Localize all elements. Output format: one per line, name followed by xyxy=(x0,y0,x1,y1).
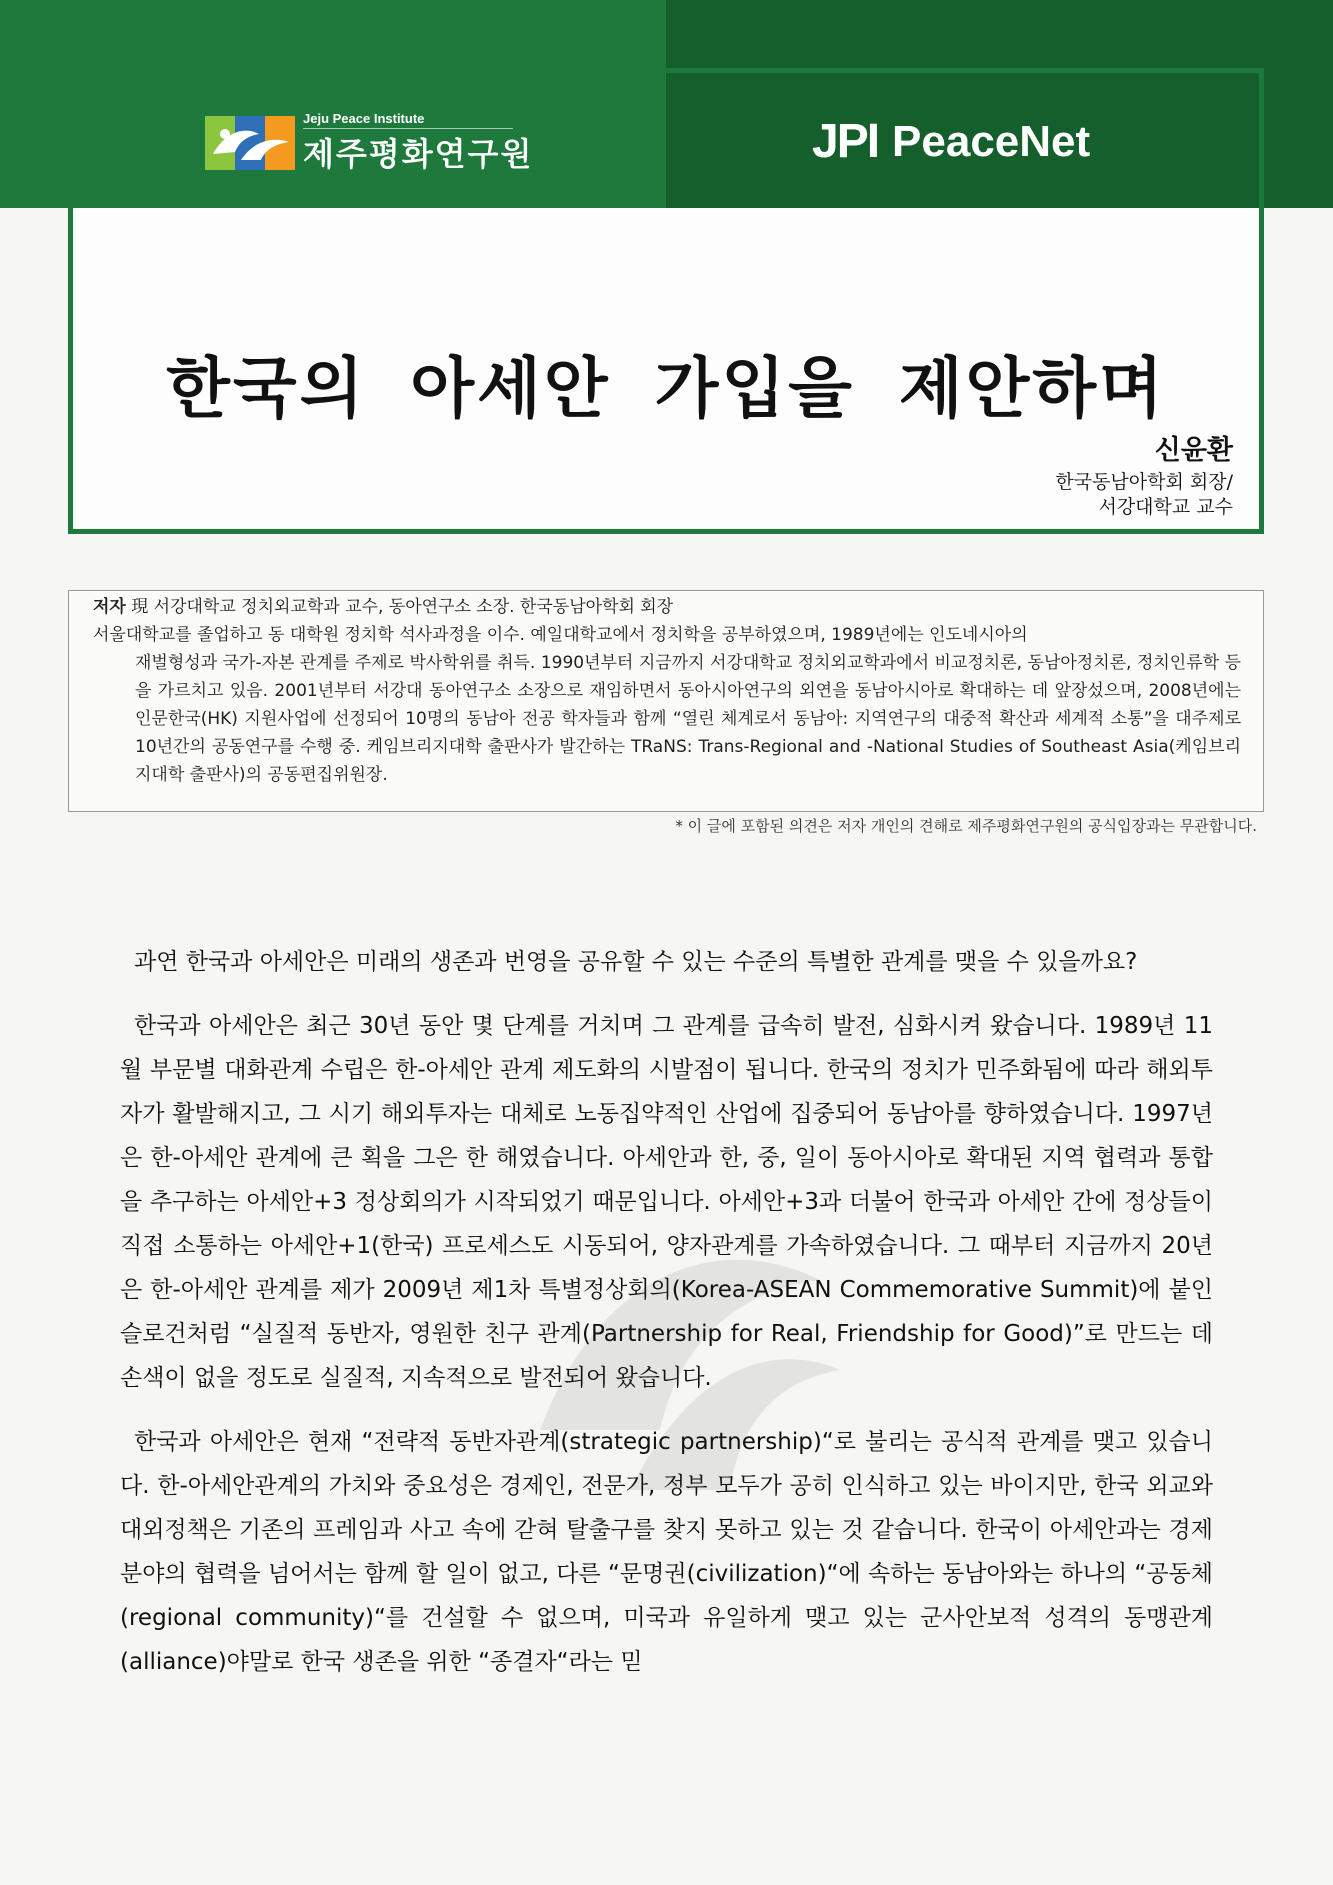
bio-label: 저자 xyxy=(93,597,126,617)
author-role-line-1: 한국동남아학회 회장/ xyxy=(1055,471,1233,493)
bio-body-rest: 재벌형성과 국가-자본 관계를 주제로 박사학위를 취득. 1990년부터 지금까지 서강대학교 정치외교학과에서 비교정치론, 동남아정치론, 정치인류학 등을 가르치고 있음. 2001년부터 서강대 동아연구소 소장으로 재임하면서 동아시아연구의 외연을 동남아시아로 확대하는 데 앞장섰으며, 2008년에는 인문한국(HK) 지원사업에 선정되어 10명의 동남아 전공 학자들과 함께 “열린 체계로서 동남아: 지역연구의 대중적 확산과 세계적 소통”을 대주제로 10년간의 공동연구를 수행 중. 케임브리지대학 출판사가 발간하는 TRaNS: Trans-Regional and -National Studies of Southeast Asia(케임브리지대학 출판사)의 공동편집위원장. xyxy=(135,653,1241,785)
jeju-peace-institute-logo xyxy=(205,108,533,178)
disclaimer-note: * 이 글에 포함된 의견은 저자 개인의 견해로 제주평화연구원의 공식입장과는 무관합니다. xyxy=(675,817,1257,835)
body-paragraph-1: 과연 한국과 아세안은 미래의 생존과 번영을 공유할 수 있는 수준의 특별한 관계를 맺을 수 있을까요? xyxy=(134,949,1138,975)
author-role-line-2: 서강대학교 교수 xyxy=(1098,496,1233,518)
article-title: 한국의 아세안 가입을 제안하며 xyxy=(166,350,1166,427)
logo-korean-name: 제주평화연구원 xyxy=(303,135,534,173)
dove-logo-icon xyxy=(205,112,295,174)
bio-body-first: 서울대학교를 졸업하고 동 대학원 정치학 석사과정을 이수. 예일대학교에서 정치학을 공부하였으며, 1989년에는 인도네시아의 xyxy=(93,625,1028,645)
bio-position: 現 서강대학교 정치외교학과 교수, 동아연구소 소장. 한국동남아학회 회장 xyxy=(131,597,674,617)
body-paragraph-3: 한국과 아세안은 현재 “전략적 동반자관계(strategic partnership)“로 불리는 공식적 관계를 맺고 있습니다. 한-아세안관계의 가치와 중요성은 경제인, 전문가, 정부 모두가 공히 인식하고 있는 바이지만, 한국 외교와 대외정책은 기존의 프레임과 사고 속에 갇혀 탈출구를 찾지 못하고 있는 것 같습니다. 한국이 아세안과는 경제 분야의 협력을 넘어서는 함께 할 일이 없고, 다른 “문명권(civilization)“에 속하는 동남아와는 하나의 “공동체(regional community)“를 건설할 수 없으며, 미국과 유일하게 맺고 있는 군사안보적 성격의 동맹관계(alliance)야말로 한국 생존을 위한 “종결자“라는 믿 xyxy=(120,1429,1213,1675)
jpi-brand: JPI xyxy=(812,115,879,168)
peacenet-brand: PeaceNet xyxy=(892,116,1091,166)
bio-first-line xyxy=(93,593,1241,621)
logo-english-name: Jeju Peace Institute xyxy=(303,111,513,129)
author-name: 신윤환 xyxy=(1154,435,1233,466)
peacenet-logo xyxy=(812,114,1090,169)
author-bio-box xyxy=(68,590,1264,812)
article-body xyxy=(120,940,1213,1704)
author-role xyxy=(1055,470,1233,520)
body-paragraph-2: 한국과 아세안은 최근 30년 동안 몇 단계를 거치며 그 관계를 급속히 발전, 심화시켜 왔습니다. 1989년 11월 부문별 대화관계 수립은 한-아세안 관계 제도화의 시발점이 됩니다. 한국의 정치가 민주화됨에 따라 해외투자가 활발해지고, 그 시기 해외투자는 대체로 노동집약적인 산업에 집중되어 동남아를 향하였습니다. 1997년은 한-아세안 관계에 큰 획을 그은 한 해였습니다. 아세안과 한, 중, 일이 동아시아로 확대된 지역 협력과 통합을 추구하는 아세안+3 정상회의가 시작되었기 때문입니다. 아세안+3과 더불어 한국과 아세안 간에 정상들이 직접 소통하는 아세안+1(한국) 프로세스도 시동되어, 양자관계를 가속하였습니다. 그 때부터 지금까지 20년은 한-아세안 관계를 제가 2009년 제1차 특별정상회의(Korea-ASEAN Commemorative Summit)에 붙인 슬로건처럼 “실질적 동반자, 영원한 친구 관계(Partnership for Real, Friendship for Good)”로 만드는 데 손색이 없을 정도로 실질적, 지속적으로 발전되어 왔습니다. xyxy=(120,1013,1213,1391)
